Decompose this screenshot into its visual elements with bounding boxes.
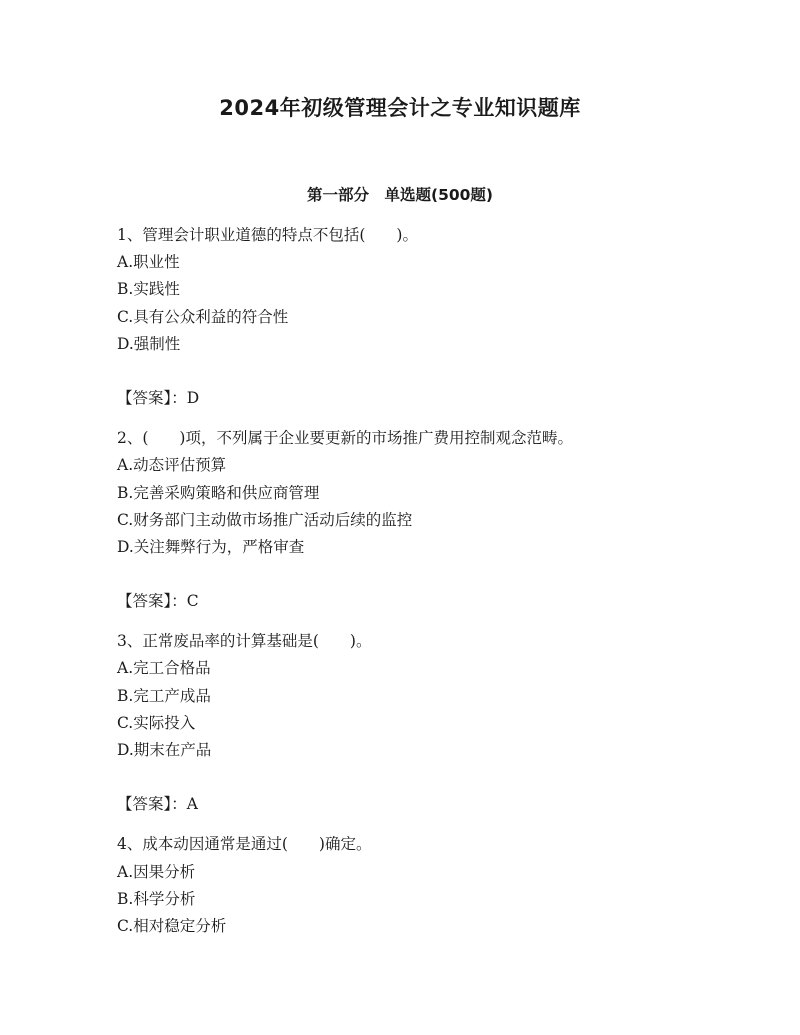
option-a: A.完工合格品 (117, 659, 211, 678)
option-c: C.财务部门主动做市场推广活动后续的监控 (117, 510, 413, 529)
question-1 (117, 222, 737, 412)
question-3 (117, 628, 737, 818)
option-a: A.因果分析 (117, 862, 196, 881)
option-b: B.完工产成品 (117, 686, 211, 705)
answer-line: 【答案】：C (117, 592, 199, 611)
option-d: D.强制性 (117, 334, 181, 353)
document-title: 2024年初级管理会计之专业知识题库 (219, 96, 581, 120)
option-c: C.相对稳定分析 (117, 916, 227, 935)
option-a: A.职业性 (117, 253, 180, 272)
question-stem: 4、成本动因通常是通过( )确定。 (117, 835, 372, 854)
option-b: B.科学分析 (117, 889, 196, 908)
question-4 (117, 831, 737, 940)
option-a: A.动态评估预算 (117, 456, 227, 475)
option-b: B.实践性 (117, 280, 180, 299)
option-d: D.关注舞弊行为，严格审查 (117, 537, 305, 556)
option-b: B.完善采购策略和供应商管理 (117, 483, 320, 502)
option-c: C.具有公众利益的符合性 (117, 307, 289, 326)
section-title: 第一部分 单选题(500题) (306, 186, 494, 204)
question-2 (117, 425, 737, 615)
answer-line: 【答案】：A (117, 795, 198, 814)
answer-line: 【答案】：D (117, 388, 200, 407)
question-stem: 1、管理会计职业道德的特点不包括( )。 (117, 226, 418, 244)
question-list (117, 222, 737, 940)
question-stem: 3、正常废品率的计算基础是( )。 (117, 632, 372, 651)
option-c: C.实际投入 (117, 713, 196, 732)
option-d: D.期末在产品 (117, 741, 212, 759)
question-stem: 2、( )项，不列属于企业要更新的市场推广费用控制观念范畴。 (117, 429, 573, 448)
